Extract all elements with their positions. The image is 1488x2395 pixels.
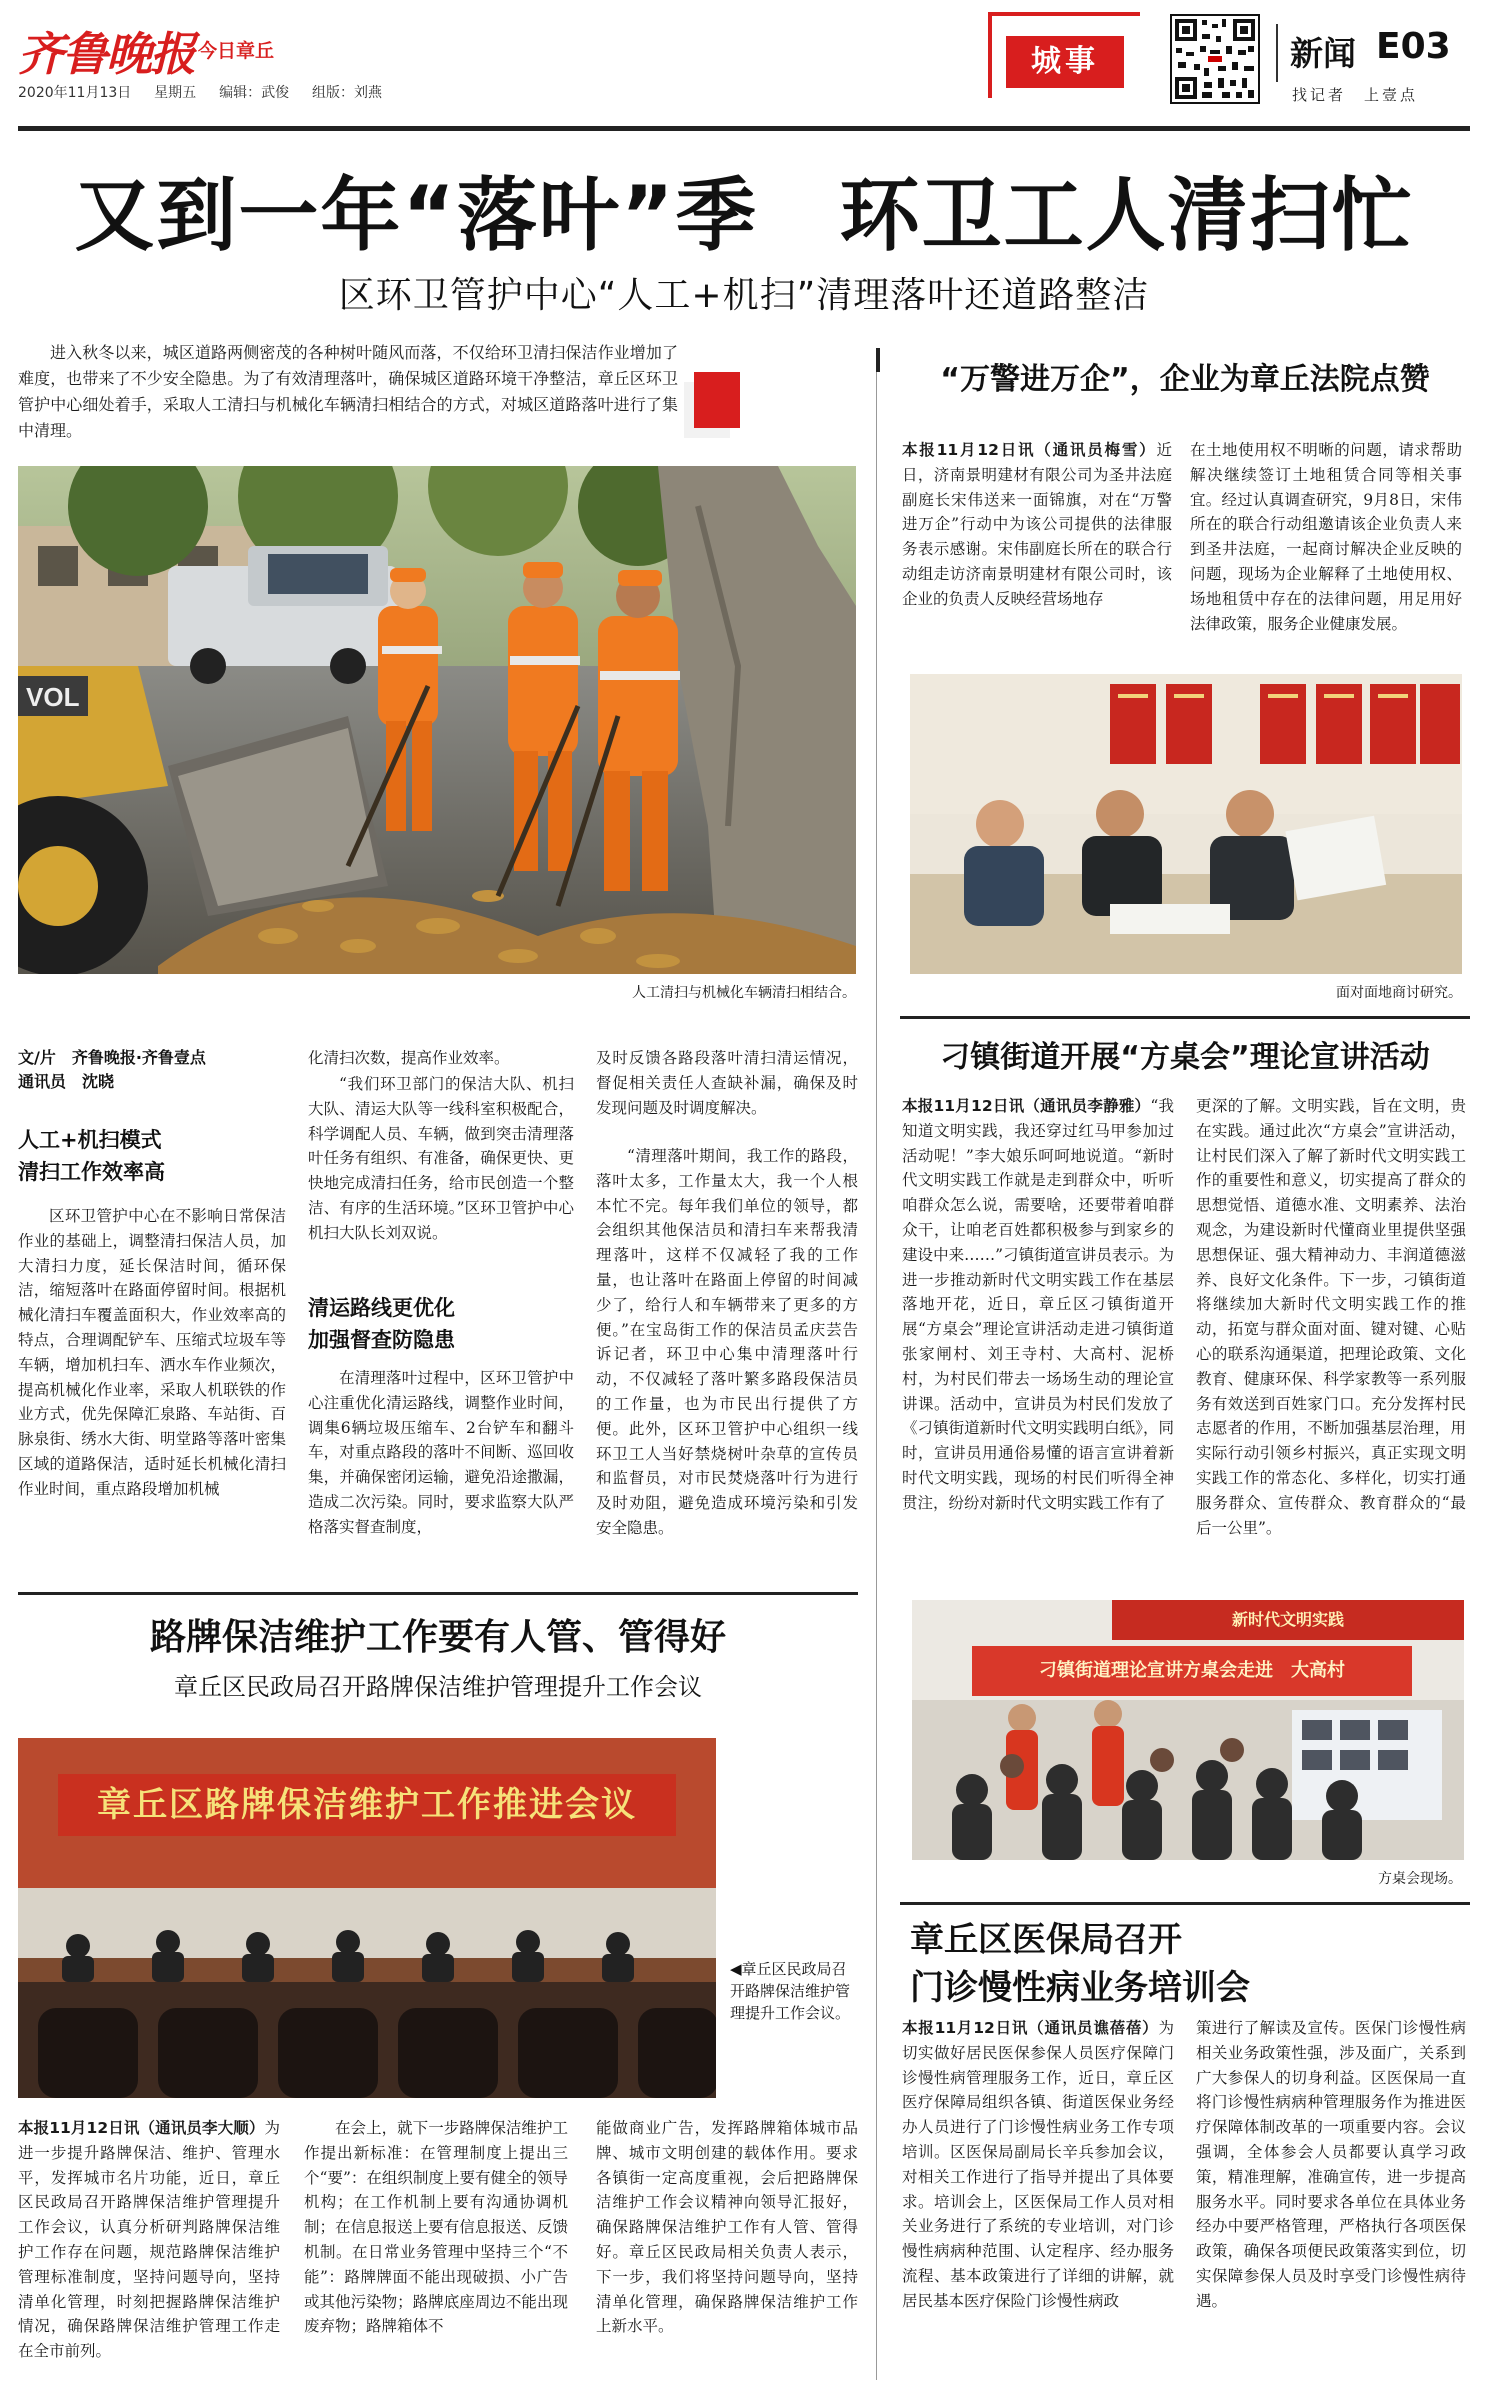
- signs-headline: 路牌保洁维护工作要有人管、管得好: [149, 1617, 726, 1658]
- masthead: [0, 0, 1488, 125]
- signs-subhead: 章丘区民政局召开路牌保洁维护管理提升工作会议: [174, 1673, 702, 1701]
- diaozhen-dateline: 本报11月12日讯（通讯员李静雅）: [902, 1097, 1151, 1115]
- column-divider: [876, 350, 877, 2380]
- section-tab: 城事: [1006, 36, 1124, 88]
- village-meeting-photo: [912, 1600, 1464, 1860]
- signs-column-1: [18, 2116, 280, 2384]
- court-column-2: 在土地使用权不明晰的问题，请求帮助解决继续签订土地租赁合同等相关事宜。经过认真调查研究，9月8日，宋伟所在的联合行动组邀请该企业负责人来到圣井法庭，一起商讨解决企业反映的问题，现场为企业解释了土地使用权、场地租赁中存在的法律问题，用足用好法律政策，服务企业健康发展。: [1190, 441, 1462, 633]
- lead-column-2a: 化清扫次数，提高作业效率。: [308, 1049, 510, 1067]
- lead-column-3a: 及时反馈各路段落叶清扫清运情况，督促相关责任人查缺补漏，确保及时发现问题及时调度解决。: [596, 1049, 858, 1117]
- byline-correspondent: 通讯员 沈晓: [18, 1072, 115, 1091]
- meeting-table-photo: [910, 674, 1462, 974]
- lead-headline: 又到一年“落叶”季 环卫工人清扫忙: [74, 169, 1414, 262]
- medical-column-1-text: 为切实做好居民医保参保人员医疗保障门诊慢性病管理服务工作，近日，章丘区医疗保障局组织各镇、街道医保业务经办人员进行了门诊慢性病业务工作专项培训。区医保局副局长辛兵参加会议，对相关工作进行了指导并提出了具体要求。培训会上，区医保局工作人员对相关业务进行了系统的专业培训，对门诊慢性病病种范围、认定程序、经办服务流程、基本政策进行了详细的讲解，就居民基本医疗保险门诊慢性病政: [902, 2019, 1174, 2310]
- diaozhen-bottom-rule: [900, 1902, 1470, 1905]
- signs-banner-text: 章丘区路牌保洁维护工作推进会议: [97, 1785, 637, 1825]
- diaozhen-headline: 刁镇街道开展“方桌会”理论宣讲活动: [940, 1040, 1430, 1075]
- lead-photo-caption: 人工清扫与机械化车辆清扫相结合。: [632, 985, 856, 1001]
- lead-subhead-2b: 加强督查防隐患: [308, 1328, 455, 1352]
- court-headline: “万警进万企”，企业为章丘法院点赞: [940, 362, 1430, 397]
- medical-dateline: 本报11月12日讯（通讯员谯蓓蓓）: [902, 2019, 1159, 2037]
- header-rule: [18, 126, 1470, 131]
- issue-info: [18, 82, 382, 102]
- signs-photo-caption: ◀章丘区民政局召开路牌保洁维护管理提升工作会议。: [730, 1960, 851, 2022]
- court-photo: [910, 674, 1462, 974]
- edition-label: 今日章丘: [198, 40, 275, 62]
- court-bottom-rule: [900, 1016, 1470, 1019]
- red-square-icon: [694, 372, 740, 428]
- medical-column-1: [902, 2016, 1174, 2384]
- signs-column-3: 能做商业广告，发挥路牌箱体城市品牌、城市文明创建的载体作用。要求各镇街一定高度重视，会后把路牌保洁维护工作会议精神向领导汇报好，确保路牌保洁维护工作有人管、管得好。章丘区民政局相关负责人表示，下一步，我们将坚持问题导向，坚持清单化管理，确保路牌保洁维护工作上新水平。: [596, 2119, 858, 2336]
- lead-column-3b: “清理落叶期间，我工作的路段，落叶太多，工作量太大，我一个人根本忙不完。每年我们单位的领导，都会组织其他保洁员和清扫车来帮我清理落叶，这样不仅减轻了我的工作量，也让落叶在路面上停留的时间减少了，给行人和车辆带来了更多的方便。”在宝岛街工作的保洁员孟庆芸告诉记者，环卫中心集中清理落叶行动，不仅减轻了落叶繁多路段保洁员的工作量，也为市民出行提供了方便。此外，区环卫管护中心组织一线环卫工人当好禁烧树叶杂草的宣传员和监督员，对市民焚烧落叶行为进行及时劝阻，避免造成环境污染和引发安全隐患。: [596, 1147, 858, 1537]
- diaozhen-banner-text: 刁镇街道理论宣讲方桌会走进 大高村: [1039, 1660, 1345, 1681]
- lead-bottom-rule: [18, 1592, 858, 1595]
- medical-headline-1: 章丘区医保局召开: [910, 1920, 1182, 1960]
- byline-author: 文/片 齐鲁晚报·齐鲁壹点: [18, 1048, 206, 1067]
- signs-dateline: 本报11月12日讯（通讯员李大顺）: [18, 2119, 265, 2137]
- issue-editor: 编辑：武俊: [219, 85, 290, 101]
- lead-column-1: 区环卫管护中心在不影响日常保洁作业的基础上，调整清扫保洁人员，加大清扫力度，延长保洁时间，循环保洁，缩短落叶在路面停留时间。根据机械化清扫车覆盖面积大，作业效率高的特点，合理调配铲车、压缩式垃圾车等车辆，增加机扫车、洒水车作业频次，提高机械化作业率，采取人机联铁的作业方式，优先保障汇泉路、车站街、百脉泉街、绣水大街、明堂路等落叶密集区域的道路保洁，适时延长机械化清扫作业时间，重点路段增加机械: [18, 1207, 286, 1498]
- lead-subhead-2a: 清运路线更优化: [308, 1296, 455, 1320]
- news-label: 新闻: [1290, 34, 1356, 73]
- medical-headline: [910, 1916, 1460, 2012]
- lead-subhead-2: [308, 1292, 574, 1356]
- page-number: E03: [1376, 26, 1451, 67]
- diaozhen-column-1-text: “我知道文明实践，我还穿过红马甲参加过活动呢！”李大娘乐呵呵地说道。“新时代文明实践工作就是走到群众中，听听咱群众怎么说，需要啥，还要带着咱群众干，让咱老百姓都积极参与到家乡的建设中来……”刁镇街道宣讲员表示。为进一步推动新时代文明实践工作在基层落地开花，近日，章丘区刁镇街道开展“方桌会”理论宣讲活动走进刁镇街道张家闸村、刘王寺村、大高村、泥桥村，为村民们带去一场场生动的理论宣讲课。活动中，宣讲员为村民们发放了《刁镇街道新时代文明实践明白纸》，同时，宣讲员用通俗易懂的语言宣讲着新时代文明实践，现场的村民们听得全神贯注，纷纷对新时代文明实践工作有了: [902, 1097, 1174, 1512]
- signs-photo: [18, 1738, 716, 2098]
- lead-photo: [18, 466, 856, 974]
- medical-headline-2: 门诊慢性病业务培训会: [910, 1968, 1250, 2008]
- svg-text:VOL: VOL: [26, 682, 80, 712]
- lead-subhead: 区环卫管护中心“人工+机扫”清理落叶还道路整洁: [338, 275, 1150, 316]
- court-column-1: [902, 438, 1172, 658]
- court-photo-caption: 面对面地商讨研究。: [1336, 985, 1462, 1001]
- court-tick-icon: [876, 348, 880, 372]
- street-sweepers-photo: [18, 466, 856, 974]
- header-divider: [1276, 24, 1278, 82]
- newspaper-logo: 齐鲁晚报: [18, 27, 194, 81]
- lead-byline: [18, 1046, 288, 1094]
- court-column-1-text: 近日，济南景明建材有限公司为圣井法庭副庭长宋伟送来一面锦旗，对在“万警进万企”行动中为该公司提供的法律服务表示感谢。宋伟副庭长所在的联合行动组走访济南景明建材有限公司时，该企业的负责人反映经营场地存: [902, 441, 1172, 608]
- diaozhen-banner-top: 新时代文明实践: [1231, 1610, 1344, 1629]
- diaozhen-column-2: 更深的了解。文明实践，旨在文明，贵在实践。通过此次“方桌会”宣讲活动，让村民们深入了解了新时代文明实践工作的重要性和意义，切实提高了群众的思想觉悟、道德水准、文明素养、法治观念，为建设新时代懂商业里提供坚强思想保证、强大精神动力、丰润道德滋养、良好文化条件。下一步，刁镇街道将继续加大新时代文明实践工作的推动，拓宽与群众面对面、键对键、心贴心的联系沟通渠道，把理论政策、文化教育、健康环保、科学家教等一系列服务有效送到百姓家门口。充分发挥村民志愿者的作用，不断加强基层治理，用实际行动引领乡村振兴，真正实现文明实践工作的常态化、多样化，切实打通服务群众、宣传群众、教育群众的“最后一公里”。: [1196, 1097, 1466, 1537]
- signs-column-1-text: 为进一步提升路牌保洁、维护、管理水平，发挥城市名片功能，近日，章丘区民政局召开路牌保洁维护管理提升工作会议，认真分析研判路牌保洁维护工作存在问题，规范路牌保洁维护管理标准制度，坚持问题导向，坚持清单化管理，时刻把握路牌保洁维护情况，确保路牌保洁维护管理工作走在全市前列。: [18, 2119, 280, 2361]
- issue-date: 2020年11月13日: [18, 85, 132, 101]
- lead-intro: 进入秋冬以来，城区道路两侧密茂的各种树叶随风而落，不仅给环卫清扫保洁作业增加了难度，也带来了不少安全隐患。为了有效清理落叶，确保城区道路环境干净整洁，章丘区环卫管护中心细处着手，采取人工清扫与机械化车辆清扫相结合的方式，对城区道路落叶进行了集中清理。: [18, 343, 678, 440]
- issue-weekday: 星期五: [154, 85, 197, 101]
- lead-subhead-1b: 清扫工作效率高: [18, 1160, 165, 1184]
- lead-column-2c: 在清理落叶过程中，区环卫管护中心注重优化清运路线，调整作业时间，调集6辆垃圾压缩车、2台铲车和翻斗车，对重点路段的落叶不间断、巡回收集，并确保密闭运输，避免沿途撒漏，造成二次污染。同时，要求监察大队严格落实督查制度，: [308, 1369, 574, 1536]
- medical-column-2: 策进行了解读及宣传。医保门诊慢性病相关业务政策性强，涉及面广，关系到广大参保人的切身利益。区医保局一直将门诊慢性病病种管理服务作为推进医疗保障体制改革的一项重要内容。会议强调，全体参会人员都要认真学习政策，精准理解，准确宣传，进一步提高服务水平。同时要求各单位在具体业务经办中要严格管理，严格执行各项医保政策，确保各项便民政策落实到位，切实保障参保人员及时享受门诊慢性病待遇。: [1196, 2019, 1466, 2310]
- lead-subhead-1: [18, 1124, 288, 1188]
- diaozhen-photo: [912, 1600, 1464, 1860]
- court-dateline: 本报11月12日讯（通讯员梅雪）: [902, 441, 1157, 459]
- signs-column-2: 在会上，就下一步路牌保洁维护工作提出新标准：在管理制度上提出三个“要”：在组织制度上要有健全的领导机构；在工作机制上要有沟通协调机制；在信息报送上要有信息报送、反馈机制。在日常业务管理中坚持三个“不能”：路牌牌面不能出现破损、小广告或其他污染物；路牌底座周边不能出现废弃物；路牌箱体不: [304, 2119, 568, 2336]
- slogan: 找记者 上壹点: [1292, 86, 1419, 104]
- issue-layout: 组版：刘燕: [311, 85, 382, 101]
- qr-code-icon: [1170, 14, 1260, 104]
- diaozhen-column-1: [902, 1094, 1174, 1562]
- lead-subhead-1a: 人工+机扫模式: [18, 1128, 162, 1152]
- lead-column-2b: “我们环卫部门的保洁大队、机扫大队、清运大队等一线科室积极配合，科学调配人员、车辆，做到突击清理落叶任务有组织、有准备，确保更快、更快地完成清扫任务，给市民创造一个整洁、有序的生活环境。”区环卫管护中心机扫大队长刘双说。: [308, 1075, 574, 1242]
- diaozhen-photo-caption: 方桌会现场。: [1378, 1871, 1462, 1887]
